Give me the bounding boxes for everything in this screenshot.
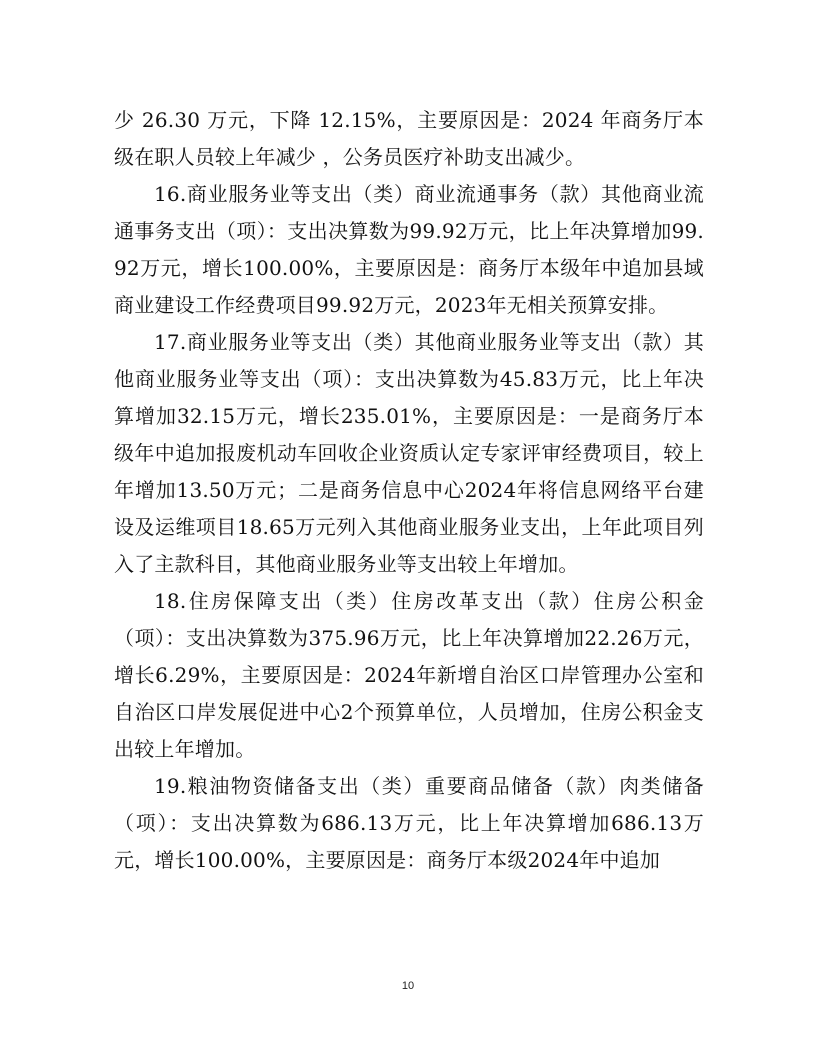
- paragraph-item-18: 18.住房保障支出（类）住房改革支出（款）住房公积金（项）：支出决算数为375.96万元，比上年决算增加22.26万元，增长6.29%，主要原因是：2024年新增自治区口岸管理办公室和自治区口岸发展促进中心2个预算单位，人员增加，住房公积金支出较上年增加。: [114, 589, 704, 761]
- paragraph-continuation: 少 26.30 万元，下降 12.15%，主要原因是：2024 年商务厅本级在职人员较上年减少 ，公务员医疗补助支出减少。: [114, 108, 704, 169]
- paragraph-item-16: 16.商业服务业等支出（类）商业流通事务（款）其他商业流通事务支出（项）：支出决算数为99.92万元，比上年决算增加99.92万元，增长100.00%，主要原因是：商务厅本级年中追加县域商业建设工作经费项目99.92万元，2023年无相关预算安排。: [114, 182, 704, 317]
- paragraph-item-19: 19.粮油物资储备支出（类）重要商品储备（款）肉类储备（项）：支出决算数为686.13万元，比上年决算增加686.13万元，增长100.00%，主要原因是：商务厅本级2024年中追加: [114, 774, 704, 872]
- paragraph-item-17: 17.商业服务业等支出（类）其他商业服务业等支出（款）其他商业服务业等支出（项）：支出决算数为45.83万元，比上年决算增加32.15万元，增长235.01%，主要原因是：一是商务厅本级年中追加报废机动车回收企业资质认定专家评审经费项目，较上年增加13.50万元；二是商务信息中心2024年将信息网络平台建设及运维项目18.65万元列入其他商业服务业支出，上年此项目列入了主款科目，其他商业服务业等支出较上年增加。: [114, 330, 704, 576]
- document-body: [114, 102, 704, 879]
- page-number: 10: [401, 980, 415, 992]
